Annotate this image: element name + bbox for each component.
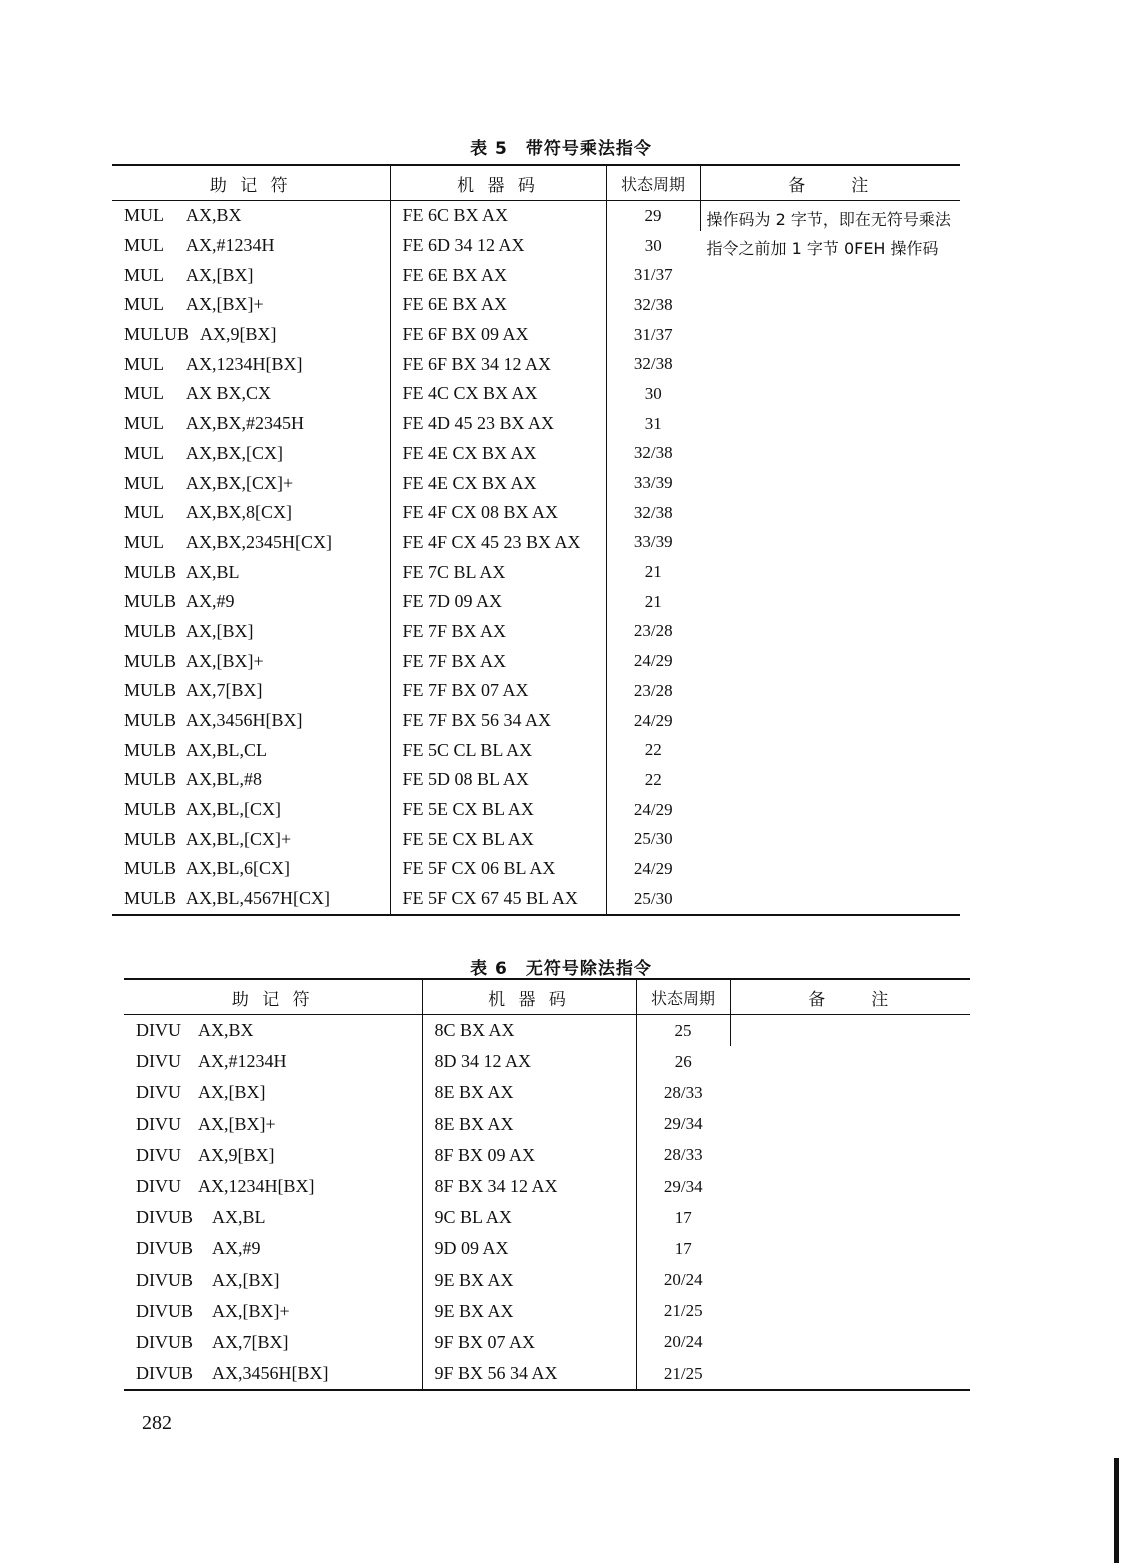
opcode: DIVUB: [136, 1238, 193, 1259]
operands: AX,BL: [212, 1207, 266, 1228]
opcode: DIVU: [136, 1051, 181, 1072]
operands: AX,3456H[BX]: [186, 710, 303, 731]
opcode: MULB: [124, 739, 177, 760]
machine-code-cell: FE 6F BX 09 AX: [390, 320, 606, 350]
operands: AX,#1234H: [186, 235, 275, 256]
header-cycles: 状态周期: [636, 979, 730, 1015]
table6-header-row: [124, 979, 970, 1015]
table6: [124, 978, 970, 1391]
machine-code-cell: 8E BX AX: [422, 1109, 636, 1140]
mnemonic-cell: [112, 439, 390, 469]
cycles-cell: 32/38: [633, 502, 673, 522]
mnemonic-cell: [112, 290, 390, 320]
opcode: MUL: [124, 235, 164, 256]
operands: AX,9[BX]: [200, 324, 277, 345]
mnemonic-cell: [112, 795, 390, 825]
machine-code-cell: FE 7F BX AX: [390, 617, 606, 647]
opcode: MULB: [124, 888, 177, 909]
header-notes: 备 注: [700, 165, 960, 201]
mnemonic-cell: [124, 1296, 422, 1327]
machine-code-cell: FE 7D 09 AX: [390, 587, 606, 617]
mnemonic-cell: [112, 587, 390, 617]
machine-code-cell: 9E BX AX: [422, 1265, 636, 1296]
mnemonic-cell: [112, 646, 390, 676]
operands: AX,BX,[CX]+: [186, 472, 294, 493]
machine-code-cell: FE 5E CX BL AX: [390, 824, 606, 854]
cycles-cell: 31/37: [633, 324, 673, 344]
operands: AX,[BX]: [212, 1269, 280, 1290]
opcode: DIVU: [136, 1176, 181, 1197]
mnemonic-cell: [124, 1140, 422, 1171]
machine-code-cell: 9C BL AX: [422, 1202, 636, 1233]
mnemonic-cell: [124, 1015, 422, 1047]
mnemonic-cell: [112, 706, 390, 736]
operands: AX,BL: [186, 561, 240, 582]
cycles-cell: 17: [674, 1207, 692, 1227]
opcode: MULB: [124, 620, 177, 641]
table6-caption: 表 6 无符号除法指令: [470, 959, 652, 979]
cycles-cell: 24/29: [633, 858, 673, 878]
machine-code-cell: FE 4D 45 23 BX AX: [390, 409, 606, 439]
table5-body: [112, 201, 960, 915]
operands: AX,BX: [186, 205, 242, 226]
opcode: DIVUB: [136, 1300, 193, 1321]
machine-code-cell: FE 5F CX 67 45 BL AX: [390, 884, 606, 915]
mnemonic-cell: [112, 765, 390, 795]
operands: AX,BL,6[CX]: [186, 858, 290, 879]
operands: AX,7[BX]: [186, 680, 263, 701]
operands: AX,[BX]+: [186, 650, 264, 671]
mnemonic-cell: [112, 379, 390, 409]
machine-code-cell: FE 7F BX 56 34 AX: [390, 706, 606, 736]
cycles-cell: 22: [644, 769, 662, 789]
header-machine-code: 机 器 码: [422, 979, 636, 1015]
machine-code-cell: 9E BX AX: [422, 1296, 636, 1327]
header-mnemonic: 助 记 符: [112, 165, 390, 201]
table5-caption: 表 5 带符号乘法指令: [470, 139, 652, 159]
opcode: MULB: [124, 769, 177, 790]
notes-cell: [730, 1015, 970, 1391]
cycles-cell: 30: [644, 235, 662, 255]
machine-code-cell: FE 5E CX BL AX: [390, 795, 606, 825]
machine-code-cell: FE 4E CX BX AX: [390, 439, 606, 469]
opcode: MULB: [124, 561, 177, 582]
header-cycles: 状态周期: [606, 165, 700, 201]
cycles-cell: 29/34: [663, 1176, 703, 1196]
operands: AX,[BX]: [186, 264, 254, 285]
opcode: MUL: [124, 442, 164, 463]
operands: AX,[BX]+: [198, 1113, 276, 1134]
opcode: MULUB: [124, 324, 190, 345]
opcode: MUL: [124, 383, 164, 404]
machine-code-cell: FE 4E CX BX AX: [390, 468, 606, 498]
cycles-cell: 28/33: [663, 1145, 703, 1165]
cycles-cell: 23/28: [633, 680, 673, 700]
table5-header-row: [112, 165, 960, 201]
operands: AX,BL,4567H[CX]: [186, 888, 330, 909]
cycles-cell: 28/33: [663, 1082, 703, 1102]
cycles-cell: 31: [644, 413, 662, 433]
opcode: DIVU: [136, 1144, 181, 1165]
machine-code-cell: 8F BX 09 AX: [422, 1140, 636, 1171]
cycles-cell: 20/24: [663, 1270, 703, 1290]
opcode: MUL: [124, 413, 164, 434]
opcode: DIVU: [136, 1020, 181, 1041]
mnemonic-cell: [124, 1233, 422, 1264]
machine-code-cell: 8E BX AX: [422, 1077, 636, 1108]
cycles-cell: 21: [644, 562, 662, 582]
cycles-cell: 31/37: [633, 265, 673, 285]
cycles-cell: 25/30: [633, 888, 673, 908]
cycles-cell: 21: [644, 591, 662, 611]
opcode: MUL: [124, 472, 164, 493]
cycles-cell: 29: [606, 201, 700, 231]
machine-code-cell: FE 7F BX 07 AX: [390, 676, 606, 706]
machine-code-cell: FE 5F CX 06 BL AX: [390, 854, 606, 884]
cycles-cell: 32/38: [633, 354, 673, 374]
mnemonic-cell: [112, 468, 390, 498]
mnemonic-cell: [112, 320, 390, 350]
operands: AX,[BX]: [198, 1082, 266, 1103]
opcode: DIVUB: [136, 1363, 193, 1384]
machine-code-cell: FE 6E BX AX: [390, 260, 606, 290]
opcode: MUL: [124, 205, 164, 226]
opcode: DIVU: [136, 1082, 181, 1103]
cycles-cell: 21/25: [663, 1301, 703, 1321]
header-machine-code: 机 器 码: [390, 165, 606, 201]
machine-code-cell: FE 4F CX 45 23 BX AX: [390, 528, 606, 558]
mnemonic-cell: [124, 1327, 422, 1358]
operands: AX,BX,8[CX]: [186, 502, 292, 523]
cycles-cell: 21/25: [663, 1363, 703, 1383]
mnemonic-cell: [112, 498, 390, 528]
machine-code-cell: FE 6F BX 34 12 AX: [390, 349, 606, 379]
cycles-cell: 24/29: [633, 799, 673, 819]
opcode: MUL: [124, 531, 164, 552]
machine-code-cell: FE 4C CX BX AX: [390, 379, 606, 409]
machine-code-cell: FE 5D 08 BL AX: [390, 765, 606, 795]
machine-code-cell: FE 4F CX 08 BX AX: [390, 498, 606, 528]
cycles-cell: 33/39: [633, 532, 673, 552]
mnemonic-cell: [112, 884, 390, 915]
mnemonic-cell: [124, 1171, 422, 1202]
cycles-cell: 25/30: [633, 829, 673, 849]
opcode: MUL: [124, 294, 164, 315]
opcode: MULB: [124, 799, 177, 820]
opcode: DIVUB: [136, 1207, 193, 1228]
operands: AX,BL,[CX]: [186, 799, 281, 820]
mnemonic-cell: [124, 1202, 422, 1233]
machine-code-cell: 9F BX 56 34 AX: [422, 1358, 636, 1390]
operands: AX BX,CX: [186, 383, 272, 404]
operands: AX,BX,#2345H: [186, 413, 305, 434]
cycles-cell: 32/38: [633, 443, 673, 463]
opcode: MULB: [124, 710, 177, 731]
cycles-cell: 26: [674, 1051, 692, 1071]
operands: AX,BX,2345H[CX]: [186, 531, 332, 552]
mnemonic-cell: [124, 1046, 422, 1077]
machine-code-cell: FE 7F BX AX: [390, 646, 606, 676]
table5: [112, 164, 960, 916]
machine-code-cell: FE 5C CL BL AX: [390, 735, 606, 765]
cycles-cell: 22: [644, 740, 662, 760]
operands: AX,[BX]: [186, 620, 254, 641]
cycles-cell: 17: [674, 1238, 692, 1258]
opcode: DIVUB: [136, 1269, 193, 1290]
cycles-cell: 24/29: [633, 651, 673, 671]
operands: AX,7[BX]: [212, 1331, 289, 1352]
operands: AX,BX: [198, 1020, 254, 1041]
cycles-cell: 20/24: [663, 1332, 703, 1352]
operands: AX,3456H[BX]: [212, 1363, 329, 1384]
machine-code-cell: FE 6D 34 12 AX: [390, 231, 606, 261]
mnemonic-cell: [112, 557, 390, 587]
operands: AX,1234H[BX]: [186, 353, 303, 374]
mnemonic-cell: [112, 231, 390, 261]
cycles-cell: 24/29: [633, 710, 673, 730]
mnemonic-cell: [124, 1077, 422, 1108]
notes-cell: 操作码为 2 字节，即在无符号乘法指令之前加 1 字节 0FEH 操作码: [706, 210, 951, 258]
operands: AX,9[BX]: [198, 1144, 275, 1165]
machine-code-cell: 8C BX AX: [422, 1015, 636, 1047]
operands: AX,1234H[BX]: [198, 1176, 315, 1197]
cycles-cell: 25: [636, 1015, 730, 1047]
scan-edge-mark: [1114, 1458, 1119, 1563]
opcode: MULB: [124, 680, 177, 701]
mnemonic-cell: [112, 409, 390, 439]
opcode: DIVUB: [136, 1331, 193, 1352]
cycles-cell: 23/28: [633, 621, 673, 641]
mnemonic-cell: [124, 1109, 422, 1140]
mnemonic-cell: [112, 676, 390, 706]
operands: AX,#1234H: [198, 1051, 287, 1072]
operands: AX,BL,#8: [186, 769, 262, 790]
opcode: MUL: [124, 502, 164, 523]
opcode: MULB: [124, 591, 177, 612]
mnemonic-cell: [112, 201, 390, 231]
operands: AX,BX,[CX]: [186, 442, 283, 463]
opcode: MULB: [124, 828, 177, 849]
header-notes: 备 注: [730, 979, 970, 1015]
machine-code-cell: 8D 34 12 AX: [422, 1046, 636, 1077]
machine-code-cell: FE 7C BL AX: [390, 557, 606, 587]
mnemonic-cell: [112, 824, 390, 854]
opcode: MULB: [124, 650, 177, 671]
opcode: DIVU: [136, 1113, 181, 1134]
operands: AX,#9: [186, 591, 235, 612]
mnemonic-cell: [112, 349, 390, 379]
table-row: [124, 1015, 970, 1047]
operands: AX,#9: [212, 1238, 261, 1259]
cycles-cell: 29/34: [663, 1114, 703, 1134]
machine-code-cell: 9D 09 AX: [422, 1233, 636, 1264]
table-row: [112, 201, 960, 231]
mnemonic-cell: [124, 1358, 422, 1390]
mnemonic-cell: [112, 260, 390, 290]
table6-body: [124, 1015, 970, 1391]
cycles-cell: 32/38: [633, 294, 673, 314]
mnemonic-cell: [112, 528, 390, 558]
mnemonic-cell: [112, 854, 390, 884]
opcode: MULB: [124, 858, 177, 879]
machine-code-cell: 9F BX 07 AX: [422, 1327, 636, 1358]
operands: AX,BL,[CX]+: [186, 828, 292, 849]
mnemonic-cell: [112, 617, 390, 647]
machine-code-cell: FE 6C BX AX: [390, 201, 606, 231]
header-mnemonic: 助 记 符: [124, 979, 422, 1015]
operands: AX,BL,CL: [186, 739, 267, 760]
cycles-cell: 30: [644, 383, 662, 403]
mnemonic-cell: [124, 1265, 422, 1296]
cycles-cell: 33/39: [633, 473, 673, 493]
machine-code-cell: FE 6E BX AX: [390, 290, 606, 320]
operands: AX,[BX]+: [186, 294, 264, 315]
mnemonic-cell: [112, 735, 390, 765]
machine-code-cell: 8F BX 34 12 AX: [422, 1171, 636, 1202]
opcode: MUL: [124, 353, 164, 374]
page-number: 282: [142, 1412, 172, 1434]
opcode: MUL: [124, 264, 164, 285]
operands: AX,[BX]+: [212, 1300, 290, 1321]
